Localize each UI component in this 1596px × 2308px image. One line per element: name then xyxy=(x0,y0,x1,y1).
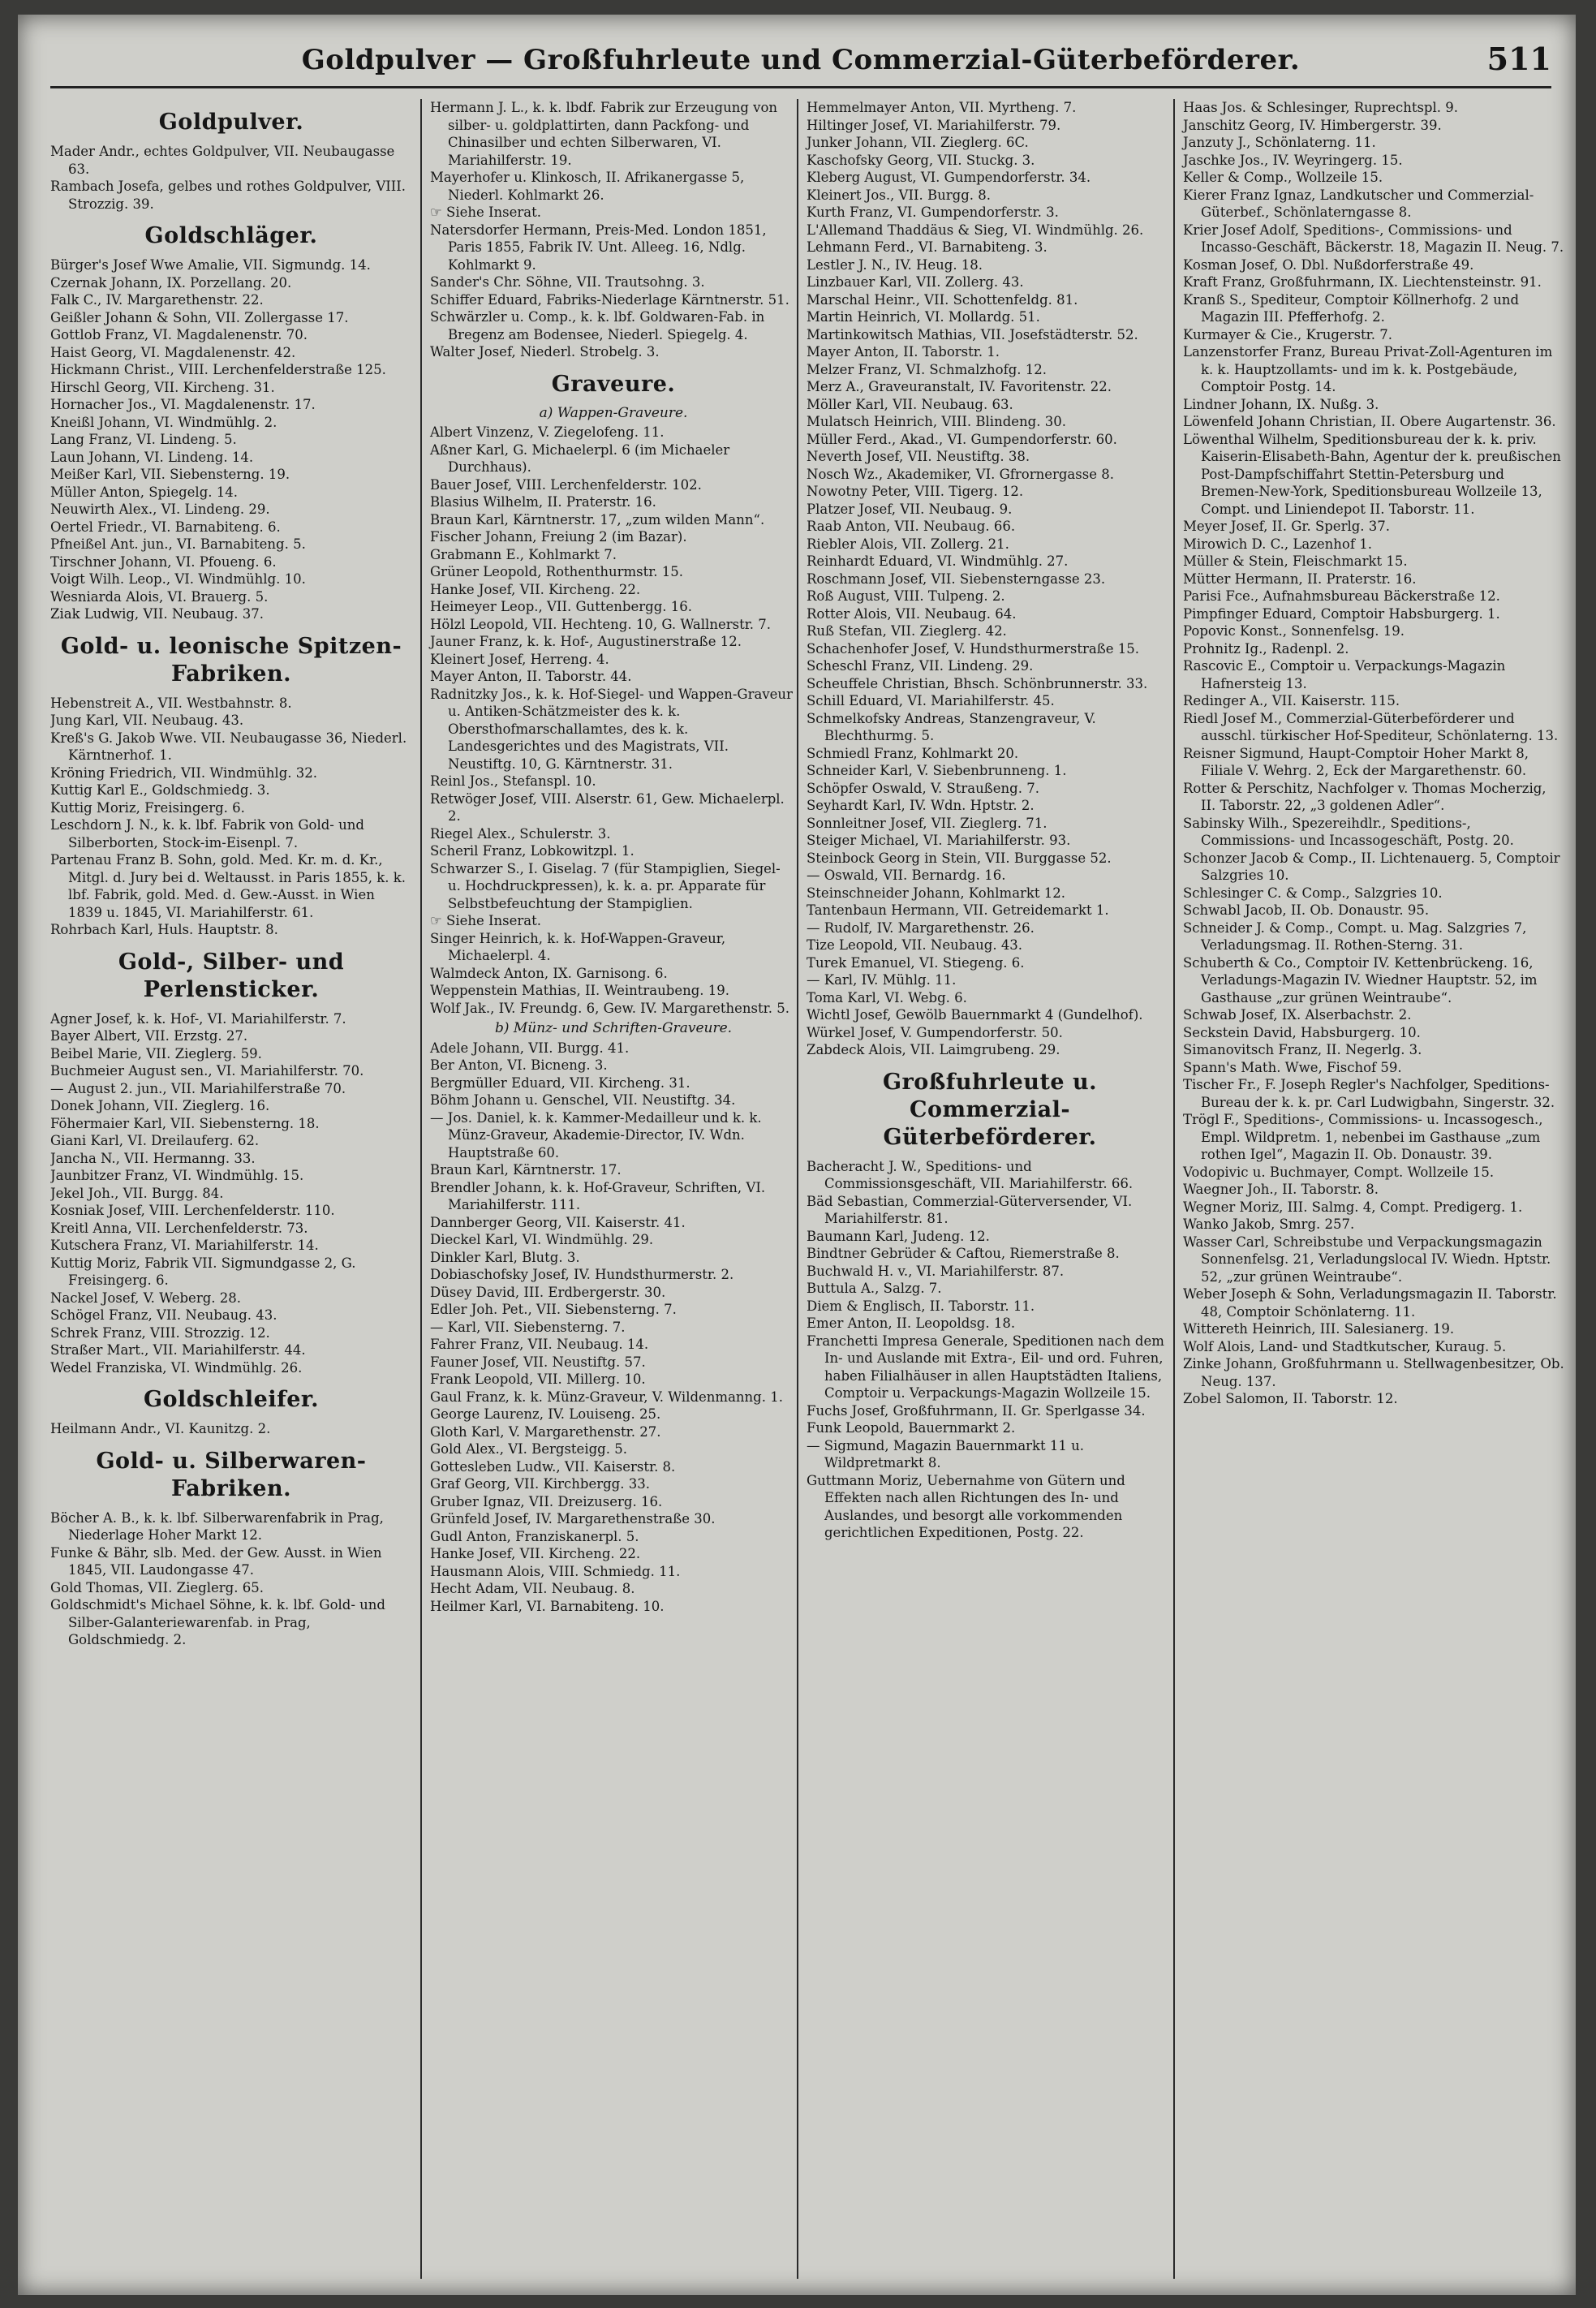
directory-entry: Schögel Franz, VII. Neubaug. 43. xyxy=(50,1307,277,1323)
directory-entry: Simanovitsch Franz, II. Negerlg. 3. xyxy=(1183,1042,1422,1057)
section-heading: Goldschläger. xyxy=(144,223,318,248)
directory-entry: Parisi Fce., Aufnahmsbureau Bäckerstraße 12. xyxy=(1183,588,1500,604)
directory-page xyxy=(18,15,1576,2295)
directory-entry: Heimeyer Leop., VII. Guttenbergg. 16. xyxy=(430,599,692,614)
directory-entry: Redinger A., VII. Kaiserstr. 115. xyxy=(1183,693,1400,708)
directory-entry: Steinschneider Johann, Kohlmarkt 12. xyxy=(807,885,1066,901)
directory-entry: Blasius Wilhelm, II. Praterstr. 16. xyxy=(430,494,656,510)
directory-entry: Kuttig Karl E., Goldschmiedg. 3. xyxy=(50,782,270,798)
directory-entry: Heilmann Andr., VI. Kaunitzg. 2. xyxy=(50,1421,271,1436)
directory-entry: Fischer Johann, Freiung 2 (im Bazar). xyxy=(430,529,687,545)
directory-entry: — Karl, IV. Mühlg. 11. xyxy=(807,972,957,988)
directory-entry: Leschdorn J. N., k. k. lbf. Fabrik von Gold- und Silberborten, Stock-im-Eisenpl. 7. xyxy=(50,817,364,850)
directory-entry: Kleinert Josef, Herreng. 4. xyxy=(430,651,609,667)
directory-entry: Riegel Alex., Schulerstr. 3. xyxy=(430,825,611,842)
directory-entry: Wesniarda Alois, VI. Brauerg. 5. xyxy=(50,588,269,605)
directory-entry: Schmelkofsky Andreas, Stanzengraveur, V. Blechthurmg. 5. xyxy=(807,710,1096,743)
directory-entry: Sander's Chr. Söhne, VII. Trautsohng. 3. xyxy=(430,274,705,290)
directory-entry: Müller Anton, Spiegelg. 14. xyxy=(50,484,238,500)
section-heading: Goldschleifer. xyxy=(143,1387,320,1412)
directory-entry: Kröning Friedrich, VII. Windmühlg. 32. xyxy=(50,764,317,781)
directory-entry: Zabdeck Alois, VII. Laimgrubeng. 29. xyxy=(807,1042,1060,1057)
directory-entry: Tantenbaun Hermann, VII. Getreidemarkt 1. xyxy=(807,902,1109,918)
directory-entry: Voigt Wilh. Leop., VI. Windmühlg. 10. xyxy=(50,571,306,587)
directory-entry: Edler Joh. Pet., VII. Siebensterng. 7. xyxy=(430,1302,677,1317)
directory-entry: Reinhardt Eduard, VI. Windmühlg. 27. xyxy=(807,553,1069,569)
directory-entry: Wolf Alois, Land- und Stadtkutscher, Kuraug. 5. xyxy=(1183,1338,1507,1354)
directory-entry: Melzer Franz, VI. Schmalzhofg. 12. xyxy=(807,361,1048,377)
directory-entry: Meyer Josef, II. Gr. Sperlg. 37. xyxy=(1183,519,1391,534)
directory-entry: Marschal Heinr., VII. Schottenfeldg. 81. xyxy=(807,291,1078,308)
directory-entry: Lanzenstorfer Franz, Bureau Privat-Zoll-Agenturen im k. k. Hauptzollamts- und im k. k. Postgebäude, Comptoir Postg. 14. xyxy=(1183,344,1553,394)
directory-entry: Martin Heinrich, VI. Mollardg. 51. xyxy=(807,309,1040,325)
directory-entry: Giani Karl, VI. Dreilauferg. 62. xyxy=(50,1133,260,1148)
directory-entry: Grünfeld Josef, IV. Margarethenstraße 30. xyxy=(430,1511,716,1526)
directory-entry: Goldschmidt's Michael Söhne, k. k. lbf. Gold- und Silber-Galanteriewarenfab. in Prag, Goldschmiedg. 2. xyxy=(50,1597,385,1647)
directory-entry: Linzbauer Karl, VII. Zollerg. 43. xyxy=(807,274,1024,290)
running-header xyxy=(50,29,1551,88)
directory-entry: Tischer Fr., F. Joseph Regler's Nachfolger, Speditions-Bureau der k. k. pr. Carl Ludwigbahn, Singerstr. 32. xyxy=(1183,1077,1555,1110)
section-heading: Gold- u. Silberwaren-Fabriken. xyxy=(96,1448,367,1501)
directory-entry: Kneißl Johann, VI. Windmühlg. 2. xyxy=(50,414,277,430)
directory-entry: Rotter Alois, VII. Neubaug. 64. xyxy=(807,605,1017,622)
directory-entry: Kuttig Moriz, Fabrik VII. Sigmundgasse 2, G. Freisingerg. 6. xyxy=(50,1255,356,1288)
directory-entry: Kranß S., Spediteur, Comptoir Köllnerhofg. 2 und Magazin III. Pfefferhofg. 2. xyxy=(1183,291,1520,325)
directory-entry: Hiltinger Josef, VI. Mariahilferstr. 79. xyxy=(807,117,1061,133)
subsection-heading: b) Münz- und Schriften-Graveure. xyxy=(494,1020,733,1036)
directory-entry: Wittereth Heinrich, III. Salesianerg. 19. xyxy=(1183,1321,1455,1337)
page-number: 511 xyxy=(1486,41,1551,77)
directory-entry: Kutschera Franz, VI. Mariahilferstr. 14. xyxy=(50,1238,319,1253)
directory-entry: Löwenfeld Johann Christian, II. Obere Augartenstr. 36. xyxy=(1183,414,1556,429)
directory-entry: Trögl F., Speditions-, Commissions- u. Incassogesch., Empl. Wildpretm. 1, nebenbei im Gasthause „zum rothen Igel“, Magazin II. Ob. Donaustr. 39. xyxy=(1183,1112,1543,1162)
directory-entry: Funk Leopold, Bauernmarkt 2. xyxy=(807,1420,1016,1436)
directory-entry: Pimpfinger Eduard, Comptoir Habsburgerg. 1. xyxy=(1183,605,1500,622)
directory-entry: Retwöger Josef, VIII. Alserstr. 61, Gew. Michaelerpl. 2. xyxy=(430,790,785,824)
directory-entry: Hölzl Leopold, VII. Hechteng. 10, G. Wallnerstr. 7. xyxy=(430,616,772,632)
column-3 xyxy=(797,99,1180,2279)
directory-entry: Buttula A., Salzg. 7. xyxy=(807,1281,942,1296)
directory-entry: Reisner Sigmund, Haupt-Comptoir Hoher Markt 8, Filiale V. Wehrg. 2, Eck der Margarethenstr. 60. xyxy=(1183,745,1529,778)
directory-entry: Düsey David, III. Erdbergerstr. 30. xyxy=(430,1284,666,1300)
directory-entry: Jekel Joh., VII. Burgg. 84. xyxy=(50,1185,224,1201)
directory-entry: Zobel Salomon, II. Taborstr. 12. xyxy=(1183,1391,1398,1406)
directory-entry: — Oswald, VII. Bernardg. 16. xyxy=(807,868,1006,883)
directory-entry: Rohrbach Karl, Huls. Hauptstr. 8. xyxy=(50,922,278,937)
directory-entry: Ruß Stefan, VII. Zieglerg. 42. xyxy=(807,623,1007,639)
directory-entry: Schwärzler u. Comp., k. k. lbf. Goldwaren-Fab. in Bregenz am Bodensee, Niederl. Spiegelg. 4. xyxy=(430,309,765,342)
directory-entry: Ziak Ludwig, VII. Neubaug. 37. xyxy=(50,606,265,622)
directory-entry: Roß August, VIII. Tulpeng. 2. xyxy=(807,588,1005,604)
directory-entry: Rotter & Perschitz, Nachfolger v. Thomas Mocherzig, II. Taborstr. 22, „3 goldenen Adler“. xyxy=(1183,780,1547,813)
directory-entry: Lehmann Ferd., VI. Barnabiteng. 3. xyxy=(807,239,1048,255)
directory-entry: Wegner Moriz, III. Salmg. 4, Compt. Predigerg. 1. xyxy=(1183,1199,1523,1215)
directory-entry: Gudl Anton, Franziskanerpl. 5. xyxy=(430,1528,639,1544)
directory-entry: Prohnitz Ig., Radenpl. 2. xyxy=(1183,640,1349,657)
directory-entry: Czernak Johann, IX. Porzellang. 20. xyxy=(50,274,292,291)
directory-entry: Riebler Alois, VII. Zollerg. 21. xyxy=(807,536,1009,552)
directory-entry: Gottesleben Ludw., VII. Kaiserstr. 8. xyxy=(430,1458,676,1475)
directory-entry: Weber Joseph & Sohn, Verladungsmagazin II. Taborstr. 48, Comptoir Schönlaterng. 11. xyxy=(1183,1286,1557,1320)
directory-entry: Partenau Franz B. Sohn, gold. Med. Kr. m. d. Kr., Mitgl. d. Jury bei d. Weltausst. in Paris 1855, k. k. lbf. Fabrik, gold. Med. d. Gew.-Ausst. in Wien 1839 u. 1845, VI. Mariahilferstr. 61. xyxy=(50,852,407,920)
directory-entry: Kurth Franz, VI. Gumpendorferstr. 3. xyxy=(807,205,1059,220)
directory-entry: Adele Johann, VII. Burgg. 41. xyxy=(430,1040,630,1056)
directory-entry: Platzer Josef, VII. Neubaug. 9. xyxy=(807,501,1013,517)
section-heading: Graveure. xyxy=(551,371,676,397)
directory-entry: Föhermaier Karl, VII. Siebensterng. 18. xyxy=(50,1115,320,1131)
directory-entry: Geißler Johann & Sohn, VII. Zollergasse 17. xyxy=(50,309,349,325)
directory-entry: Mayerhofer u. Klinkosch, II. Afrikanergasse 5, Niederl. Kohlmarkt 26. xyxy=(430,170,745,203)
directory-entry: Mayer Anton, II. Taborstr. 1. xyxy=(807,344,1000,360)
directory-entry: Bürger's Josef Wwe Amalie, VII. Sigmundg. 14. xyxy=(50,257,371,273)
column-area xyxy=(50,99,1564,2279)
directory-entry: Lindner Johann, IX. Nußg. 3. xyxy=(1183,396,1379,412)
directory-entry: Junker Johann, VII. Zieglerg. 6C. xyxy=(807,135,1029,150)
directory-entry: Steinbock Georg in Stein, VII. Burggasse 52. xyxy=(807,850,1112,866)
directory-entry: Jaschke Jos., IV. Weyringerg. 15. xyxy=(1183,152,1403,168)
directory-entry: Kleberg August, VI. Gumpendorferstr. 34. xyxy=(807,170,1091,185)
directory-entry: Spann's Math. Wwe, Fischof 59. xyxy=(1183,1059,1402,1075)
directory-entry: Kurmayer & Cie., Krugerstr. 7. xyxy=(1183,326,1392,342)
directory-entry: Schiffer Eduard, Fabriks-Niederlage Kärntnerstr. 51. xyxy=(430,291,789,308)
directory-entry: Straßer Mart., VII. Mariahilferstr. 44. xyxy=(50,1342,306,1358)
directory-entry: Schill Eduard, VI. Mariahilferstr. 45. xyxy=(807,693,1055,708)
directory-entry: Buchwald H. v., VI. Mariahilferstr. 87. xyxy=(807,1263,1065,1279)
directory-entry: Schmiedl Franz, Kohlmarkt 20. xyxy=(807,745,1019,761)
directory-entry: Bacheracht J. W., Speditions- und Commissionsgeschäft, VII. Mariahilferstr. 66. xyxy=(807,1158,1134,1191)
directory-entry: ☞ Siehe Inserat. xyxy=(430,205,541,220)
directory-entry: Schrek Franz, VIII. Strozzig. 12. xyxy=(50,1324,270,1341)
directory-entry: Roschmann Josef, VII. Siebensterngasse 23. xyxy=(807,571,1106,587)
directory-entry: Dinkler Karl, Blutg. 3. xyxy=(430,1249,580,1265)
directory-entry: Heilmer Karl, VI. Barnabiteng. 10. xyxy=(430,1598,665,1614)
directory-entry: Guttmann Moriz, Uebernahme von Gütern und Effekten nach allen Richtungen des In- und Auslandes, und besorgt alle vorkommenden gerichtlichen Expeditionen, Postg. 22. xyxy=(807,1472,1125,1540)
directory-entry: Hebenstreit A., VII. Westbahnstr. 8. xyxy=(50,695,292,711)
directory-entry: Reinl Jos., Stefanspl. 10. xyxy=(430,773,596,789)
directory-entry: Würkel Josef, V. Gumpendorferstr. 50. xyxy=(807,1024,1063,1040)
directory-entry: Kierer Franz Ignaz, Landkutscher und Commerzial-Güterbef., Schönlaterngasse 8. xyxy=(1183,187,1534,220)
directory-entry: Nosch Wz., Akademiker, VI. Gfrornergasse 8. xyxy=(807,466,1114,482)
directory-entry: Tize Leopold, VII. Neubaug. 43. xyxy=(807,937,1023,953)
directory-entry: Scheuffele Christian, Bhsch. Schönbrunnerstr. 33. xyxy=(807,675,1148,691)
directory-entry: Schöpfer Oswald, V. Straußeng. 7. xyxy=(807,780,1039,796)
directory-entry: Albert Vinzenz, V. Ziegelofeng. 11. xyxy=(430,424,665,440)
directory-entry: Weppenstein Mathias, II. Weintraubeng. 19. xyxy=(430,983,730,998)
directory-entry: Dannberger Georg, VII. Kaiserstr. 41. xyxy=(430,1214,686,1230)
directory-entry: Martinkowitsch Mathias, VII. Josefstädterstr. 52. xyxy=(807,326,1138,342)
directory-entry: Hanke Josef, VII. Kircheng. 22. xyxy=(430,581,641,597)
directory-entry: Merz A., Graveuranstalt, IV. Favoritenstr. 22. xyxy=(807,379,1112,394)
directory-entry: Hickmann Christ., VIII. Lerchenfelderstraße 125. xyxy=(50,362,386,377)
directory-entry: Keller & Comp., Wollzeile 15. xyxy=(1183,170,1383,185)
directory-entry: — Sigmund, Magazin Bauernmarkt 11 u. Wildpretmarkt 8. xyxy=(807,1437,1085,1470)
directory-entry: Steiger Michael, VI. Mariahilferstr. 93. xyxy=(807,833,1071,848)
directory-entry: Waegner Joh., II. Taborstr. 8. xyxy=(1183,1182,1379,1197)
directory-entry: Wasser Carl, Schreibstube und Verpackungsmagazin Sonnenfelsg. 21, Verladungslocal IV. Wiedn. Hptstr. 52, „zur grünen Weintraube“. xyxy=(1183,1234,1551,1285)
directory-entry: Falk C., IV. Margarethenstr. 22. xyxy=(50,292,264,308)
directory-entry: Walter Josef, Niederl. Strobelg. 3. xyxy=(430,344,660,360)
section-heading: Gold- u. leonische Spitzen-Fabriken. xyxy=(60,633,402,687)
directory-entry: Schwabl Jacob, II. Ob. Donaustr. 95. xyxy=(1183,902,1430,918)
directory-entry: Möller Karl, VII. Neubaug. 63. xyxy=(807,396,1013,412)
directory-entry: Beibel Marie, VII. Zieglerg. 59. xyxy=(50,1045,262,1061)
directory-entry: Gold Alex., VI. Bergsteigg. 5. xyxy=(430,1441,627,1457)
directory-entry: Meißer Karl, VII. Siebensterng. 19. xyxy=(50,467,290,482)
column-1 xyxy=(50,99,419,2279)
directory-entry: Kraft Franz, Großfuhrmann, IX. Liechtensteinstr. 91. xyxy=(1183,274,1542,290)
directory-entry: Schneider J. & Comp., Compt. u. Mag. Salzgries 7, Verladungsmag. II. Rothen-Sterng. 31. xyxy=(1183,919,1527,953)
directory-entry: Janzuty J., Schönlaterng. 11. xyxy=(1183,135,1376,150)
directory-entry: Kleinert Jos., VII. Burgg. 8. xyxy=(807,187,991,203)
directory-entry: Kreß's G. Jakob Wwe. VII. Neubaugasse 36, Niederl. Kärntnerhof. 1. xyxy=(50,730,407,763)
directory-entry: Radnitzky Jos., k. k. Hof-Siegel- und Wappen-Graveur u. Antiken-Schätzmeister des k. k. Obersthofmarschallamtes, des k. k. Landesgerichtes und des Magistrats, VII. Neustiftg. 10, G. Kärntnerstr. 31. xyxy=(430,686,793,772)
directory-entry: Kosniak Josef, VIII. Lerchenfelderstr. 110. xyxy=(50,1203,335,1218)
directory-entry: Wedel Franziska, VI. Windmühlg. 26. xyxy=(50,1359,303,1376)
directory-entry: Walmdeck Anton, IX. Garnisong. 6. xyxy=(430,965,668,981)
directory-entry: Toma Karl, VI. Webg. 6. xyxy=(807,989,967,1005)
directory-entry: Neverth Josef, VII. Neustiftg. 38. xyxy=(807,449,1030,464)
directory-entry: Bauer Josef, VIII. Lerchenfelderstr. 102. xyxy=(430,476,702,493)
directory-entry: Graf Georg, VII. Kirchbergg. 33. xyxy=(430,1476,650,1492)
directory-entry: Rambach Josefa, gelbes und rothes Goldpulver, VIII. Strozzig. 39. xyxy=(50,179,407,212)
directory-entry: George Laurenz, IV. Louiseng. 25. xyxy=(430,1406,661,1422)
directory-entry: Hanke Josef, VII. Kircheng. 22. xyxy=(430,1546,641,1561)
directory-entry: Nackel Josef, V. Weberg. 28. xyxy=(50,1290,241,1306)
directory-entry: Bergmüller Eduard, VII. Kircheng. 31. xyxy=(430,1074,690,1091)
directory-entry: Braun Karl, Kärntnerstr. 17, „zum wilden Mann“. xyxy=(430,511,765,527)
directory-entry: Rascovic E., Comptoir u. Verpackungs-Magazin Hafnersteig 13. xyxy=(1183,658,1506,691)
column-2 xyxy=(420,99,803,2279)
directory-entry: Funke & Bähr, slb. Med. der Gew. Ausst. in Wien 1845, VII. Laudongasse 47. xyxy=(50,1544,382,1578)
directory-entry: Wanko Jakob, Smrg. 257. xyxy=(1183,1216,1355,1232)
directory-entry: Singer Heinrich, k. k. Hof-Wappen-Graveur, Michaelerpl. 4. xyxy=(430,930,726,963)
directory-entry: Buchmeier August sen., VI. Mariahilferstr. 70. xyxy=(50,1063,364,1079)
directory-entry: Zinke Johann, Großfuhrmann u. Stellwagenbesitzer, Ob. Neug. 137. xyxy=(1183,1356,1564,1389)
directory-entry: Bayer Albert, VII. Erzstg. 27. xyxy=(50,1028,248,1044)
directory-entry: Wolf Jak., IV. Freundg. 6, Gew. IV. Margarethenstr. 5. xyxy=(430,1000,789,1016)
directory-entry: Raab Anton, VII. Neubaug. 66. xyxy=(807,519,1016,534)
directory-entry: Kosman Josef, O. Dbl. Nußdorferstraße 49. xyxy=(1183,256,1474,273)
directory-entry: Hornacher Jos., VI. Magdalenenstr. 17. xyxy=(50,397,316,412)
section-heading: Goldpulver. xyxy=(158,110,304,135)
directory-entry: Haist Georg, VI. Magdalenenstr. 42. xyxy=(50,344,296,360)
directory-entry: Scheschl Franz, VII. Lindeng. 29. xyxy=(807,658,1034,674)
directory-entry: Mütter Hermann, II. Praterstr. 16. xyxy=(1183,571,1417,587)
directory-entry: Hecht Adam, VII. Neubaug. 8. xyxy=(430,1581,635,1596)
directory-entry: — Karl, VII. Siebensterng. 7. xyxy=(430,1319,626,1335)
directory-entry: — Rudolf, IV. Margarethenstr. 26. xyxy=(807,919,1035,936)
directory-entry: Jaunbitzer Franz, VI. Windmühlg. 15. xyxy=(50,1168,304,1183)
directory-entry: Jauner Franz, k. k. Hof-, Augustinerstraße 12. xyxy=(430,634,742,649)
directory-entry: Lang Franz, VI. Lindeng. 5. xyxy=(50,432,237,447)
directory-entry: Schwab Josef, IX. Alserbachstr. 2. xyxy=(1183,1007,1412,1023)
directory-entry: Bäd Sebastian, Commerzial-Güterversender, VI. Mariahilferstr. 81. xyxy=(807,1193,1133,1226)
directory-entry: Mayer Anton, II. Taborstr. 44. xyxy=(430,669,632,684)
directory-entry: Mulatsch Heinrich, VIII. Blindeng. 30. xyxy=(807,414,1066,429)
directory-entry: Sonnleitner Josef, VII. Zieglerg. 71. xyxy=(807,815,1048,831)
directory-entry: Riedl Josef M., Commerzial-Güterbeförderer und ausschl. türkischer Hof-Spediteur, Schönlaterng. 13. xyxy=(1183,710,1559,743)
directory-entry: Sabinsky Wilh., Spezereihdlr., Speditions-, Commissions- und Incassogeschäft, Postg. 20. xyxy=(1183,815,1514,848)
directory-entry: Nowotny Peter, VIII. Tigerg. 12. xyxy=(807,484,1024,499)
directory-entry: Ber Anton, VI. Bicneng. 3. xyxy=(430,1057,608,1073)
directory-entry: Janschitz Georg, IV. Himbergerstr. 39. xyxy=(1183,117,1442,133)
column-4 xyxy=(1173,99,1564,2279)
directory-entry: Hirschl Georg, VII. Kircheng. 31. xyxy=(50,379,275,395)
directory-entry: Böcher A. B., k. k. lbf. Silberwarenfabrik in Prag, Niederlage Hoher Markt 12. xyxy=(50,1509,384,1543)
directory-entry: Laun Johann, VI. Lindeng. 14. xyxy=(50,449,254,465)
directory-entry: Natersdorfer Hermann, Preis-Med. London 1851, Paris 1855, Fabrik IV. Unt. Alleeg. 16, Ndlg. Kohlmarkt 9. xyxy=(430,222,767,273)
directory-entry: — August 2. jun., VII. Mariahilferstraße 70. xyxy=(50,1080,346,1096)
directory-entry: Schuberth & Co., Comptoir IV. Kettenbrückeng. 16, Verladungs-Magazin IV. Wiedner Hauptstr. 52, im Gasthause „zur grünen Weintraube“. xyxy=(1183,954,1538,1005)
directory-entry: Scheril Franz, Lobkowitzpl. 1. xyxy=(430,843,635,859)
directory-entry: Hausmann Alois, VIII. Schmiedg. 11. xyxy=(430,1563,681,1579)
directory-entry: Gottlob Franz, VI. Magdalenenstr. 70. xyxy=(50,327,308,342)
directory-entry: Mirowich D. C., Lazenhof 1. xyxy=(1183,536,1372,552)
directory-entry: Diem & Englisch, II. Taborstr. 11. xyxy=(807,1298,1035,1314)
directory-entry: Aßner Karl, G. Michaelerpl. 6 (im Michaeler Durchhaus). xyxy=(430,441,730,475)
directory-entry: Kuttig Moriz, Freisingerg. 6. xyxy=(50,799,245,816)
directory-entry: Müller & Stein, Fleischmarkt 15. xyxy=(1183,553,1408,569)
directory-entry: Jung Karl, VII. Neubaug. 43. xyxy=(50,713,244,728)
directory-entry: Gaul Franz, k. k. Münz-Graveur, V. Wildenmanng. 1. xyxy=(430,1389,783,1405)
directory-entry: Fauner Josef, VII. Neustiftg. 57. xyxy=(430,1354,646,1370)
directory-entry: — Jos. Daniel, k. k. Kammer-Medailleur und k. k. Münz-Graveur, Akademie-Director, IV. Wdn. Hauptstraße 60. xyxy=(430,1109,762,1160)
directory-entry: Wichtl Josef, Gewölb Bauernmarkt 4 (Gundelhof). xyxy=(807,1007,1143,1023)
directory-entry: Müller Ferd., Akad., VI. Gumpendorferstr. 60. xyxy=(807,431,1117,447)
directory-entry: Turek Emanuel, VI. Stiegeng. 6. xyxy=(807,954,1025,971)
directory-entry: Bindtner Gebrüder & Caftou, Riemerstraße 8. xyxy=(807,1246,1120,1261)
directory-entry: Kreitl Anna, VII. Lerchenfelderstr. 73. xyxy=(50,1220,308,1236)
section-heading: Großfuhrleute u. Commerzial-Güterbeförderer. xyxy=(882,1069,1098,1150)
directory-entry: Seckstein David, Habsburgerg. 10. xyxy=(1183,1024,1421,1040)
directory-entry: Böhm Johann u. Genschel, VII. Neustiftg. 34. xyxy=(430,1092,736,1108)
directory-entry: Gloth Karl, V. Margarethenstr. 27. xyxy=(430,1423,661,1440)
directory-entry: Gruber Ignaz, VII. Dreizuserg. 16. xyxy=(430,1493,663,1509)
directory-entry: Schlesinger C. & Comp., Salzgries 10. xyxy=(1183,885,1443,901)
directory-entry: L'Allemand Thaddäus & Sieg, VI. Windmühlg. 26. xyxy=(807,222,1144,238)
directory-entry: Schneider Karl, V. Siebenbrunneng. 1. xyxy=(807,763,1067,778)
directory-entry: Hemmelmayer Anton, VII. Myrtheng. 7. xyxy=(807,100,1077,115)
subsection-heading: a) Wappen-Graveure. xyxy=(539,404,688,421)
directory-entry: Hermann J. L., k. k. lbdf. Fabrik zur Erzeugung von silber- u. goldplattirten, dann Packfong- und Chinasilber und echten Silberwaren, VI. Mariahilferstr. 19. xyxy=(430,100,778,168)
directory-entry: Frank Leopold, VII. Millerg. 10. xyxy=(430,1371,646,1387)
directory-entry: Schachenhofer Josef, V. Hundsthurmerstraße 15. xyxy=(807,640,1139,657)
directory-entry: Popovic Konst., Sonnenfelsg. 19. xyxy=(1183,623,1405,639)
directory-entry: Grabmann E., Kohlmarkt 7. xyxy=(430,546,617,562)
directory-entry: Donek Johann, VII. Zieglerg. 16. xyxy=(50,1098,270,1113)
directory-entry: Fuchs Josef, Großfuhrmann, II. Gr. Sperlgasse 34. xyxy=(807,1402,1146,1419)
directory-entry: Dieckel Karl, VI. Windmühlg. 29. xyxy=(430,1232,654,1247)
directory-entry: Oertel Friedr., VI. Barnabiteng. 6. xyxy=(50,519,281,535)
directory-entry: Mader Andr., echtes Goldpulver, VII. Neubaugasse 63. xyxy=(50,144,395,177)
directory-entry: Seyhardt Karl, IV. Wdn. Hptstr. 2. xyxy=(807,798,1035,813)
directory-entry: Franchetti Impresa Generale, Speditionen nach dem In- und Auslande mit Extra-, Eil- und ord. Fuhren, haben Filialhäuser in allen Hauptstädten Italiens, Comptoir u. Verpackungs-Magazin Wollzeile 15. xyxy=(807,1333,1164,1401)
directory-entry: Schwarzer S., I. Giselag. 7 (für Stampiglien, Siegel- u. Hochdruckpressen), k. k. a. pr. Apparate für Selbstbefeuchtung der Stampiglien. xyxy=(430,860,781,911)
directory-entry: ☞ Siehe Inserat. xyxy=(430,913,541,928)
directory-entry: Brendler Johann, k. k. Hof-Graveur, Schriften, VI. Mariahilferstr. 111. xyxy=(430,1179,766,1212)
directory-entry: Tirschner Johann, VI. Pfoueng. 6. xyxy=(50,553,277,570)
directory-entry: Schonzer Jacob & Comp., II. Lichtenauerg. 5, Comptoir Salzgries 10. xyxy=(1183,850,1560,883)
directory-entry: Agner Josef, k. k. Hof-, VI. Mariahilferstr. 7. xyxy=(50,1010,346,1027)
directory-entry: Fahrer Franz, VII. Neubaug. 14. xyxy=(430,1337,649,1352)
directory-entry: Neuwirth Alex., VI. Lindeng. 29. xyxy=(50,502,270,517)
page-title: Goldpulver — Großfuhrleute und Commerzial-Güterbeförderer. xyxy=(301,44,1301,76)
directory-entry: Vodopivic u. Buchmayer, Compt. Wollzeile 15. xyxy=(1183,1164,1495,1180)
directory-entry: Dobiaschofsky Josef, IV. Hundsthurmerstr. 2. xyxy=(430,1267,734,1282)
directory-entry: Haas Jos. & Schlesinger, Ruprechtspl. 9. xyxy=(1183,100,1458,115)
directory-entry: Braun Karl, Kärntnerstr. 17. xyxy=(430,1162,622,1178)
directory-entry: Jancha N., VII. Hermanng. 33. xyxy=(50,1150,256,1166)
directory-entry: Kaschofsky Georg, VII. Stuckg. 3. xyxy=(807,152,1035,168)
section-heading: Gold-, Silber- und Perlensticker. xyxy=(118,949,345,1002)
directory-entry: Baumann Karl, Judeng. 12. xyxy=(807,1228,990,1244)
directory-entry: Emer Anton, II. Leopoldsg. 18. xyxy=(807,1315,1016,1331)
directory-entry: Löwenthal Wilhelm, Speditionsbureau der k. k. priv. Kaiserin-Elisabeth-Bahn, Agentur der k. preußischen Post-Dampfschiffahrt Stettin-Petersburg und Bremen-New-York, Speditionsbureau Wollzeile 13, Compt. und Liniendepot II. Taborstr. 11. xyxy=(1183,431,1561,517)
directory-entry: Krier Josef Adolf, Speditions-, Commissions- und Incasso-Geschäft, Bäckerstr. 18, Magazin II. Neug. 7. xyxy=(1183,222,1564,255)
directory-entry: Grüner Leopold, Rothenthurmstr. 15. xyxy=(430,564,684,579)
directory-entry: Gold Thomas, VII. Zieglerg. 65. xyxy=(50,1579,264,1595)
directory-entry: Lestler J. N., IV. Heug. 18. xyxy=(807,256,983,273)
directory-entry: Pfneißel Ant. jun., VI. Barnabiteng. 5. xyxy=(50,536,306,552)
